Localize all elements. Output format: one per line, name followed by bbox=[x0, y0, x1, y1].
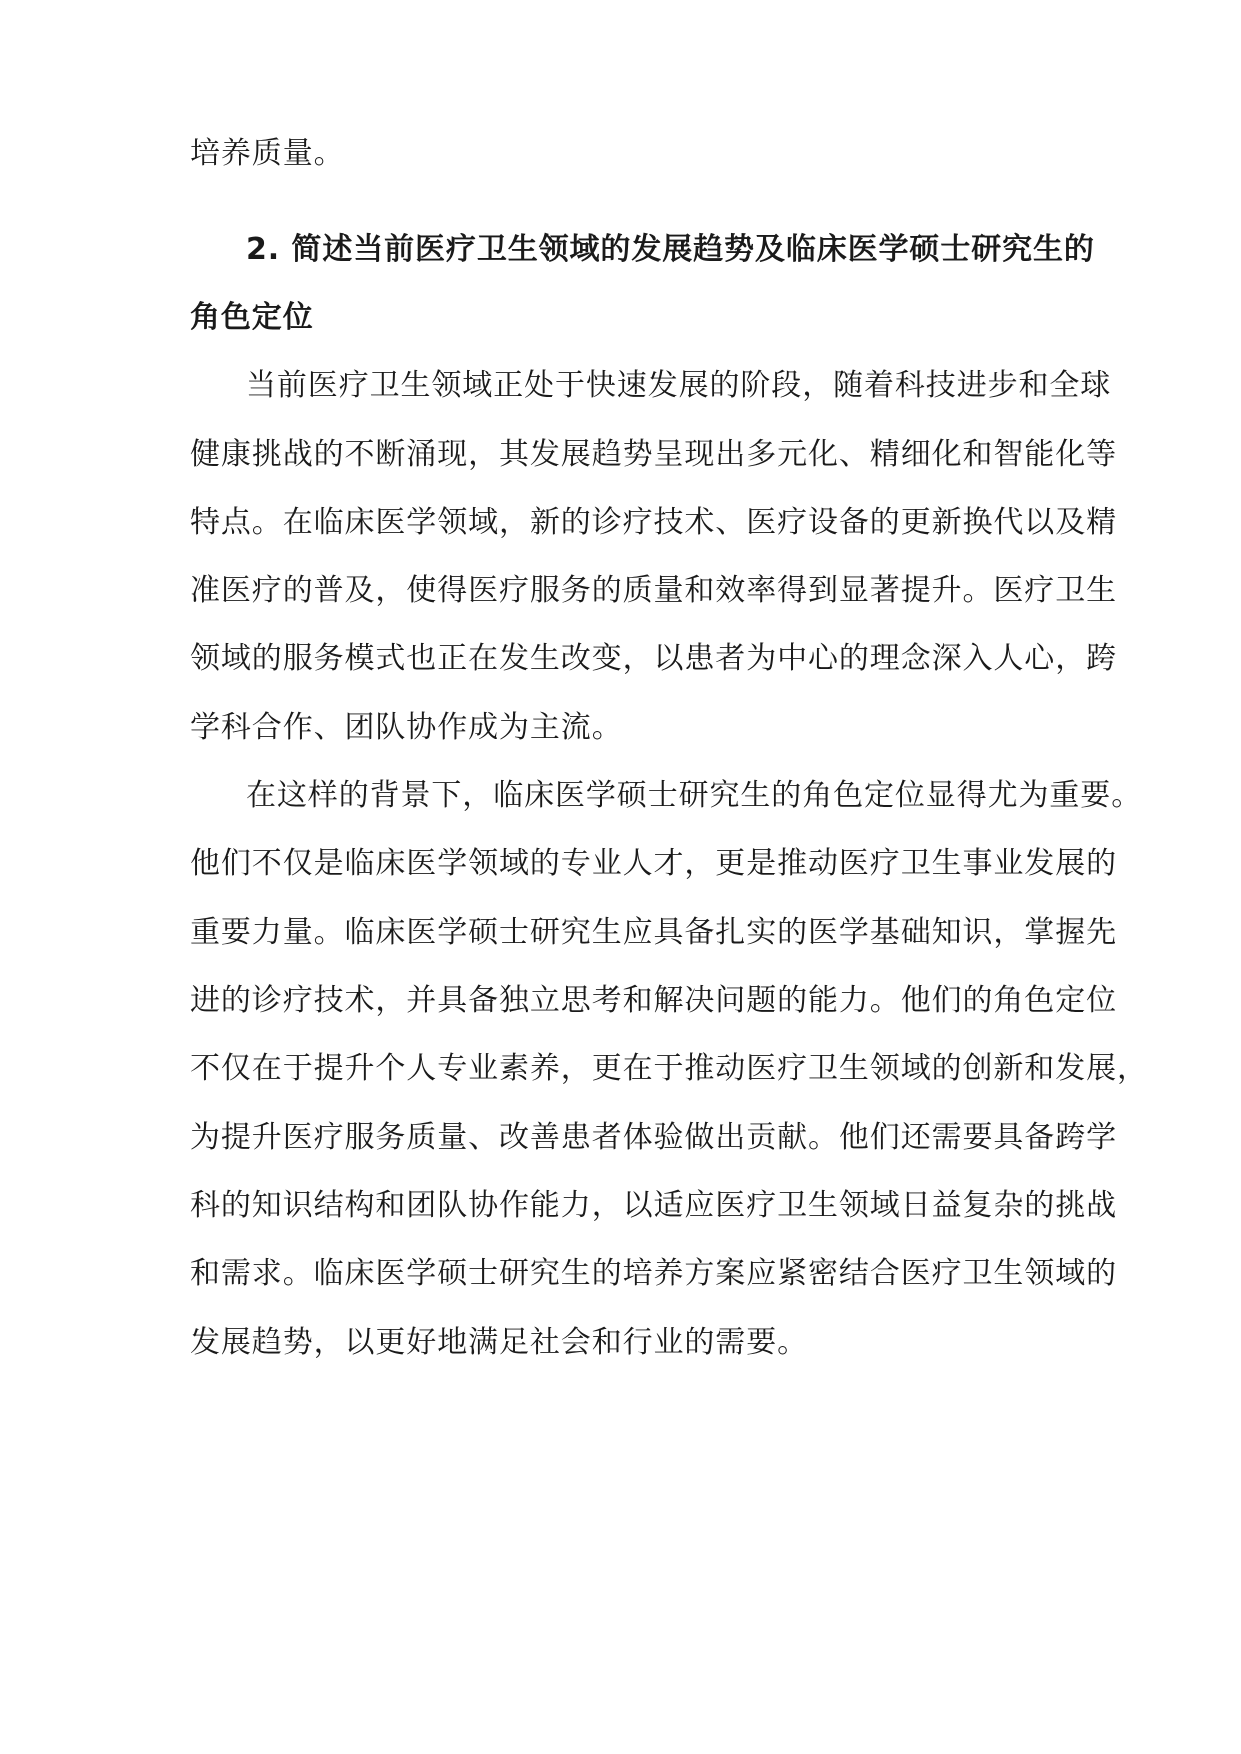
paragraph-2-line: 科的知识结构和团队协作能力，以适应医疗卫生领域日益复杂的挑战 bbox=[190, 1188, 1117, 1223]
paragraph-2-line: 他们不仅是临床医学领域的专业人才，更是推动医疗卫生事业发展的 bbox=[190, 846, 1117, 881]
paragraph-2-line: 在这样的背景下，临床医学硕士研究生的角色定位显得尤为重要。 bbox=[246, 778, 1143, 813]
paragraph-2-line: 重要力量。临床医学硕士研究生应具备扎实的医学基础知识，掌握先 bbox=[190, 915, 1117, 950]
paragraph-2-line: 进的诊疗技术，并具备独立思考和解决问题的能力。他们的角色定位 bbox=[190, 983, 1117, 1018]
section-heading-line-2: 角色定位 bbox=[190, 300, 314, 335]
section-heading-line-1: 2. 简述当前医疗卫生领域的发展趋势及临床医学硕士研究生的 bbox=[246, 232, 1095, 267]
paragraph-1-line: 当前医疗卫生领域正处于快速发展的阶段，随着科技进步和全球 bbox=[246, 368, 1112, 403]
paragraph-2-line: 和需求。临床医学硕士研究生的培养方案应紧密结合医疗卫生领域的 bbox=[190, 1256, 1117, 1291]
paragraph-2-line: 为提升医疗服务质量、改善患者体验做出贡献。他们还需要具备跨学 bbox=[190, 1120, 1117, 1155]
paragraph-2-line: 发展趋势，以更好地满足社会和行业的需要。 bbox=[190, 1325, 808, 1360]
paragraph-1-line: 领域的服务模式也正在发生改变，以患者为中心的理念深入人心，跨 bbox=[190, 641, 1117, 676]
paragraph-1-line: 健康挑战的不断涌现，其发展趋势呈现出多元化、精细化和智能化等 bbox=[190, 437, 1117, 472]
previous-paragraph-tail: 培养质量。 bbox=[190, 136, 345, 171]
paragraph-1-line: 学科合作、团队协作成为主流。 bbox=[190, 710, 623, 745]
paragraph-1-line: 准医疗的普及，使得医疗服务的质量和效率得到显著提升。医疗卫生 bbox=[190, 573, 1117, 608]
paragraph-1-line: 特点。在临床医学领域，新的诊疗技术、医疗设备的更新换代以及精 bbox=[190, 505, 1117, 540]
paragraph-2-line: 不仅在于提升个人专业素养，更在于推动医疗卫生领域的创新和发展， bbox=[190, 1051, 1148, 1086]
